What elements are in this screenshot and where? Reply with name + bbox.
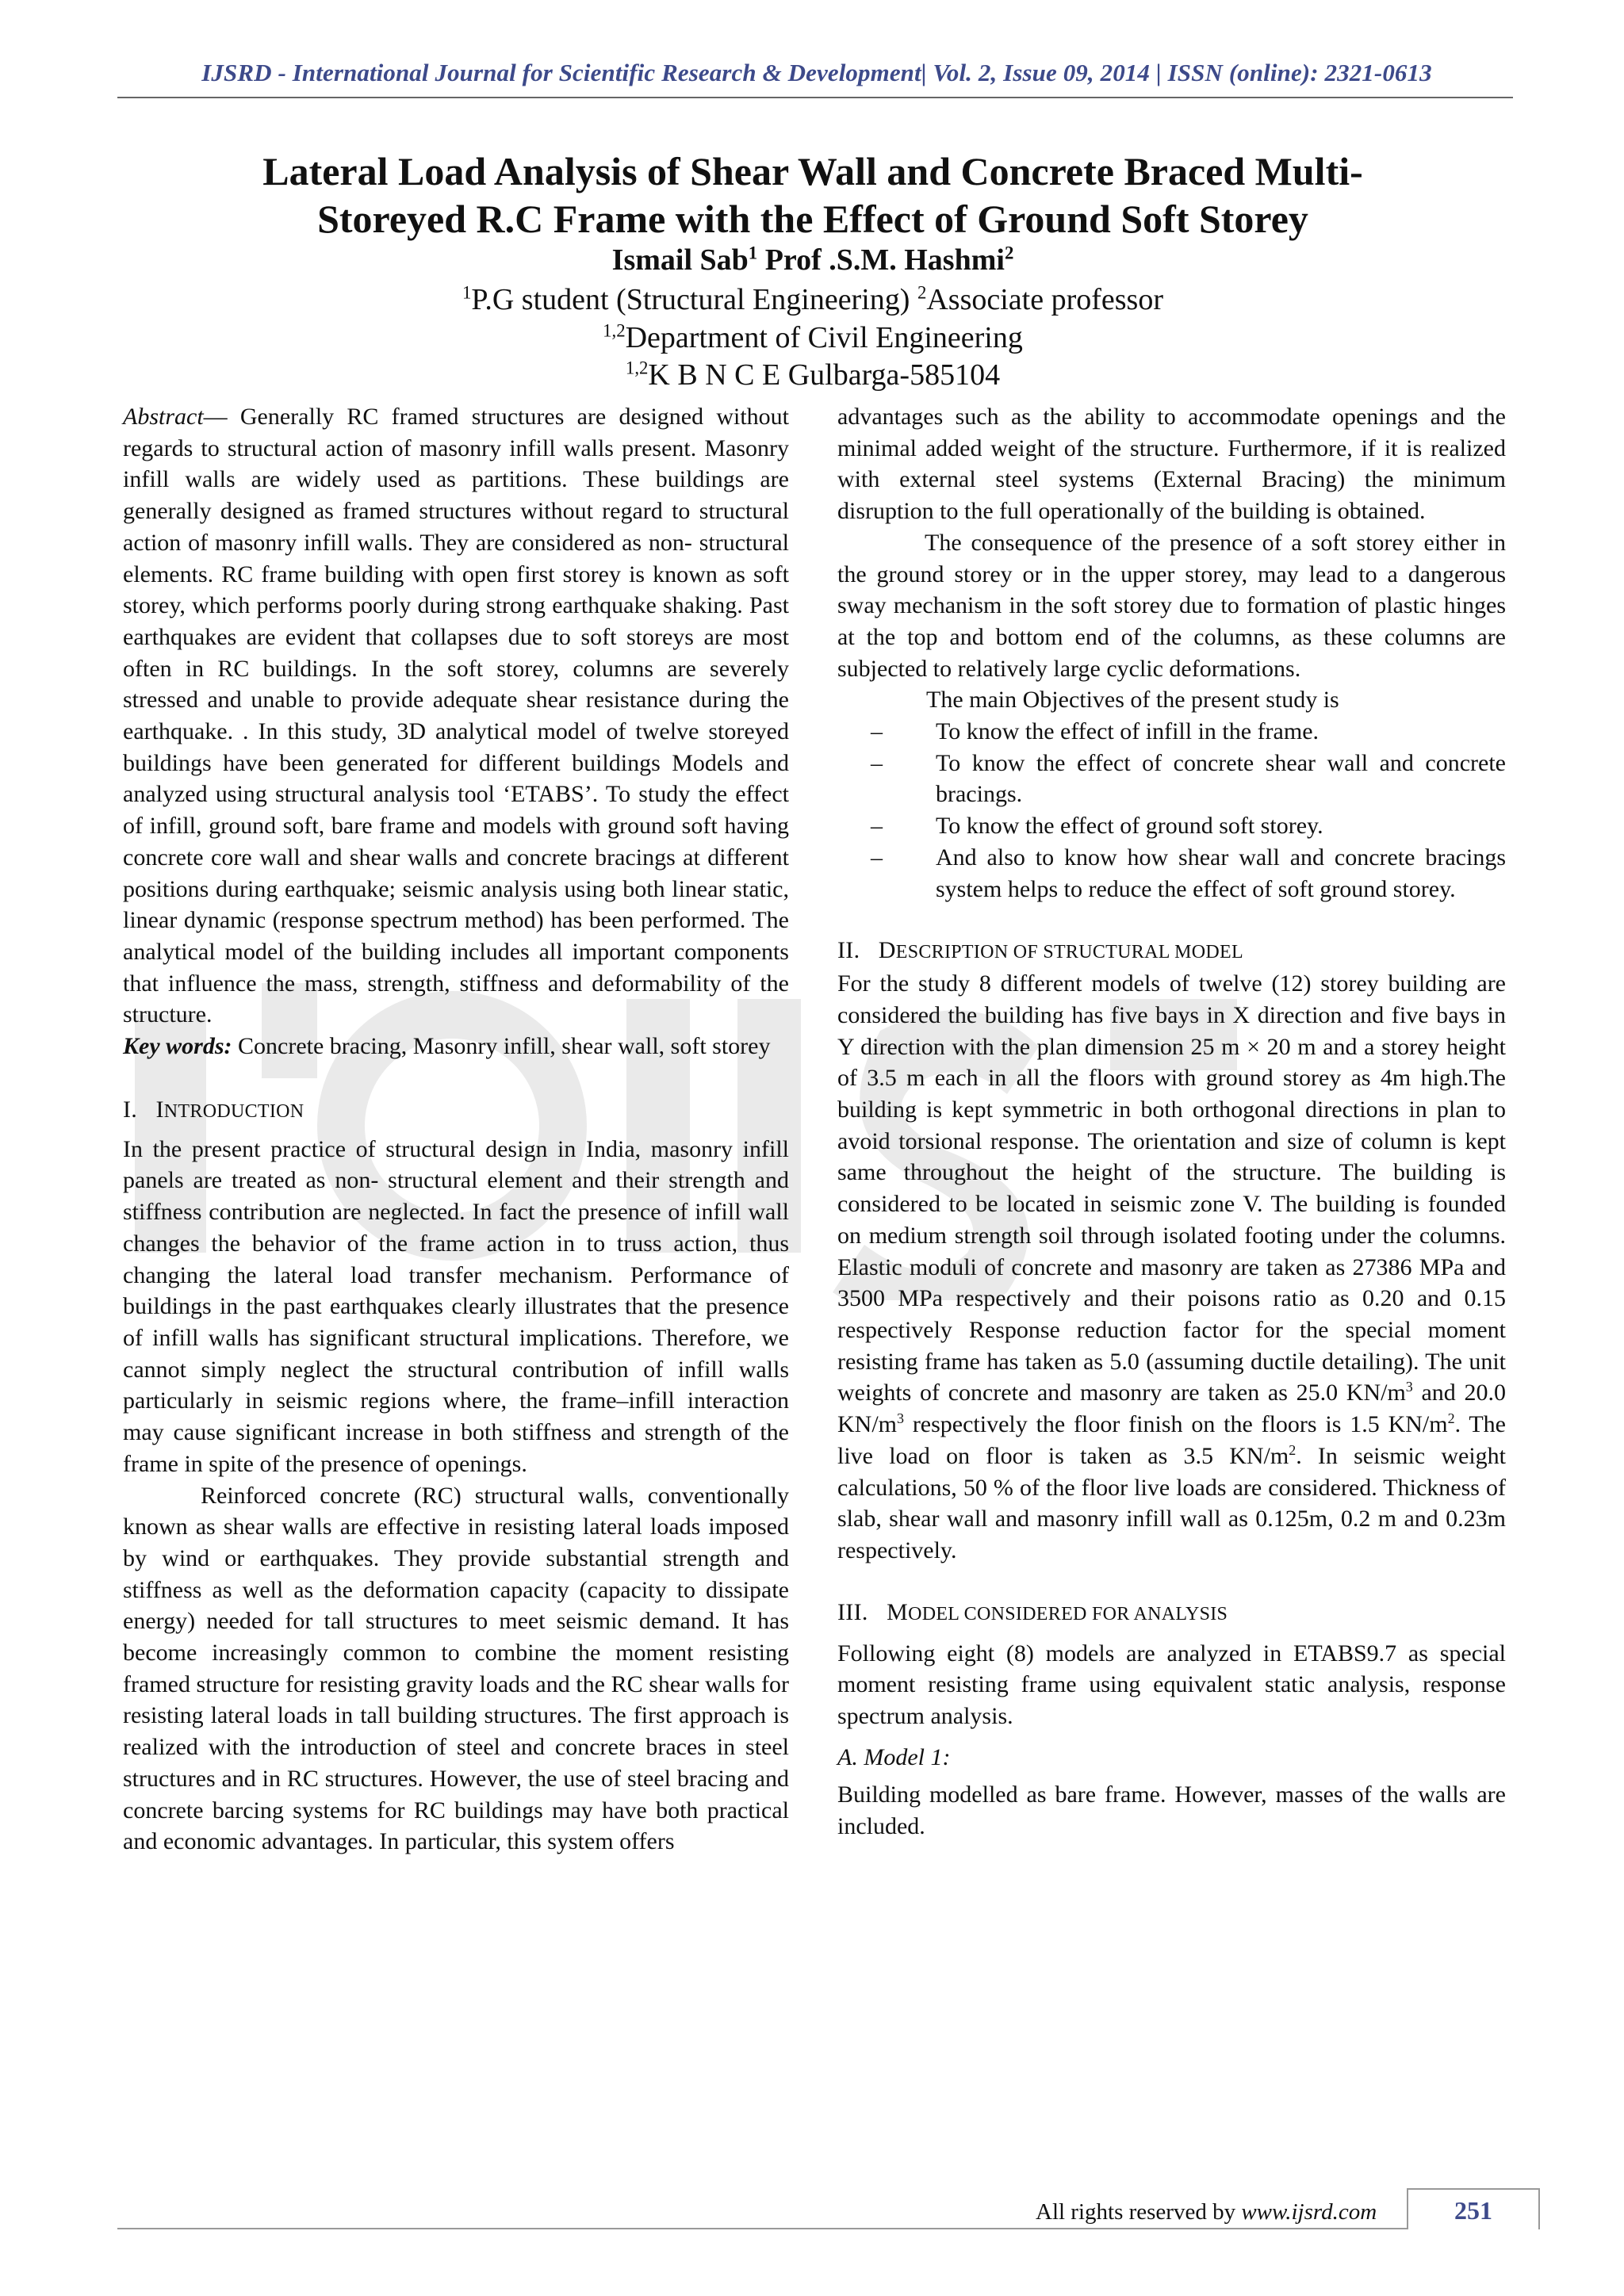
keywords-text: Concrete bracing, Masonry infill, shear wall, soft storey	[232, 1033, 771, 1060]
affil-3-sup: 1,2	[625, 358, 649, 378]
abstract-label: Abstract	[123, 404, 204, 430]
right-column	[837, 401, 1506, 1843]
objective-dash: –	[871, 749, 883, 776]
affil-2-text: Department of Civil Engineering	[625, 321, 1023, 354]
objective-item	[837, 748, 1506, 810]
abstract-text: Generally RC framed structures are designed without regards to structural action of masonry infill walls present. Masonry infill walls are widely used as partitions. These buildings are generally designed as framed structures without regard to structural action of masonry infill walls. They are considered as non- structural elements. RC frame building with open first storey is known as soft storey, which performs poorly during strong earthquake shaking. Past earthquakes are evident that collapses due to soft storeys are most often in RC buildings. In the soft storey, columns are severely stressed and unable to provide adequate shear resistance during the earthquake. . In this study, 3D analytical model of twelve storeyed buildings have been generated for different buildings Models and analyzed using structural analysis tool ‘ETABS’. To study the effect of infill, ground soft, bare frame and models with ground soft having concrete core wall and shear walls and concrete bracings at different positions during earthquake; seismic analysis using both linear static, linear dynamic (response spectrum method) has been performed. The analytical model of the building includes all important components that influence the mass, strength, stiffness and deformability of the structure.	[123, 404, 789, 1028]
objective-text: To know the effect of infill in the frame.	[936, 718, 1320, 745]
objective-dash: –	[871, 844, 883, 871]
section-3-title-rest: ODEL CONSIDERED FOR ANALYSIS	[908, 1603, 1228, 1624]
title-line-2: Storeyed R.C Frame with the Effect of Ground Soft Storey	[317, 197, 1308, 241]
paper-title	[159, 147, 1467, 243]
description-paragraph	[837, 968, 1506, 1566]
author-2-sup: 2	[1004, 243, 1014, 263]
section-2-number: II.	[837, 937, 860, 964]
objective-text: And also to know how shear wall and concrete bracings system helps to reduce the effect of soft ground storey.	[936, 844, 1506, 902]
objective-dash: –	[871, 718, 883, 745]
footer-rights	[1036, 2199, 1377, 2225]
author-1-sup: 1	[748, 243, 758, 263]
affil-1b-text: Associate professor	[926, 283, 1163, 316]
intro-paragraph-2-continued: advantages such as the ability to accommodate openings and the minimal added weight of the structure. Furthermore, if it is realized with external steel systems (External Bracing) the minimum disruption to the full operationally of the building is obtained.	[837, 404, 1506, 525]
keywords-label: Key words:	[123, 1033, 232, 1060]
section-3-heading	[837, 1597, 1506, 1630]
affiliation-line-2	[159, 320, 1467, 355]
page-number: 251	[1454, 2196, 1492, 2225]
section-1-heading	[123, 1094, 789, 1127]
section-2-title-rest: ESCRIPTION OF STRUCTURAL MODEL	[895, 942, 1243, 963]
intro-paragraph-2: Reinforced concrete (RC) structural walls, conventionally known as shear walls are effective in resisting lateral loads imposed by wind or earthquakes. They provide substantial strength and stiffness as well as the deformation capacity (capacity to dissipate energy) needed for tall structures to meet seismic demand. It has become increasingly common to combine the moment resisting framed structure for resisting gravity loads and the RC shear walls for resisting lateral loads in tall building structures. The first approach is realized with the introduction of steel and concrete braces in steel structures and in RC structures. However, the use of steel bracing and concrete barcing systems for RC buildings may have both practical and economic advantages. In particular, this system offers	[123, 1482, 789, 1855]
desc-text-a: For the study 8 different models of twelve (12) storey building are considered the building has five bays in X direction and five bays in Y direction with the plan dimension 25 m × 20 m and a storey height of 3.5 m each in all the floors with ground storey as 4m high.The building is kept symmetric in both orthogonal directions in plan to avoid torsional response. The orientation and size of column is kept same throughout the height of the structure. The building is considered to be located in seismic zone V. The building is founded on medium strength soil through isolated footing under the columns. Elastic moduli of concrete and masonry are taken as 27386 MPa and 3500 MPa respectively and their poisons ratio as 0.20 and 0.15 respectively Response reduction factor for the special moment resisting frame has taken as 5.0 (assuming ductile detailing). The unit weights of concrete and masonry are taken as 25.0 KN/m	[837, 970, 1506, 1406]
footer-rule	[117, 2228, 1407, 2229]
intro-paragraph-1: In the present practice of structural design in India, masonry infill panels are treated as non- structural element and their strength and stiffness contribution are neglected. In fact the presence of infill wall changes the behavior of the frame action in to truss action, thus changing the lateral load transfer mechanism. Performance of buildings in the past earthquakes clearly illustrates that the presence of infill walls has significant structural implications. Therefore, we cannot simply neglect the structural contribution of infill walls particularly in seismic regions where, the frame–infill interaction may cause significant increase in both stiffness and strength of the frame in spite of the presence of openings.	[123, 1135, 789, 1477]
section-2-title-first: D	[878, 937, 896, 964]
author-1: Ismail Sab	[611, 243, 749, 277]
desc-text-e: . In seismic weight calculations, 50 % of the floor live loads are considered. Thickness of slab, shear wall and masonry infill wall as 0.125m, 0.2 m and 0.23m respectively.	[837, 1442, 1506, 1563]
model-1-subheading: A. Model 1:	[837, 1743, 951, 1770]
objective-text: To know the effect of concrete shear wall and concrete bracings.	[936, 749, 1506, 808]
objective-item	[837, 810, 1506, 842]
objective-text: To know the effect of ground soft storey.	[936, 813, 1323, 840]
objective-item	[837, 716, 1506, 748]
title-line-1: Lateral Load Analysis of Shear Wall and Concrete Braced Multi-	[262, 149, 1363, 193]
affil-1-sup: 1	[462, 282, 472, 303]
abstract-dash: —	[203, 404, 240, 430]
desc-sup-b: 3	[897, 1410, 904, 1427]
section-3-number: III.	[837, 1598, 868, 1625]
intro-paragraph-3: The consequence of the presence of a soft storey either in the ground storey or in the upper storey, may lead to a dangerous sway mechanism in the soft storey due to formation of plastic hinges at the top and bottom end of the columns, as these columns are subjected to relatively large cyclic deformations.	[837, 529, 1506, 682]
objective-item	[837, 842, 1506, 905]
footer-rights-text: All rights reserved by	[1036, 2199, 1242, 2225]
desc-text-d: . The live load on floor is taken as 3.5 KN/m	[837, 1411, 1506, 1469]
author-2: Prof .S.M. Hashmi	[764, 243, 1005, 277]
desc-sup-d: 2	[1289, 1441, 1297, 1458]
journal-header: IJSRD - International Journal for Scientific Research & Development| Vol. 2, Issue 09, 2014 | ISSN (online): 2321-0613	[201, 59, 1432, 86]
section-1-number: I.	[123, 1096, 138, 1123]
objectives-intro: The main Objectives of the present study is	[926, 687, 1339, 714]
section-1-title-first: I	[155, 1096, 164, 1123]
model-1-text: Building modelled as bare frame. However, masses of the walls are included.	[837, 1781, 1506, 1840]
header-rule	[117, 97, 1513, 98]
abstract	[123, 401, 789, 1031]
section-2-heading	[837, 935, 1506, 968]
left-column	[123, 401, 789, 1858]
desc-text-b: and 20.0 KN/m	[837, 1380, 1506, 1438]
footer-site-link[interactable]: www.ijsrd.com	[1241, 2199, 1377, 2225]
affil-1b-sup: 2	[917, 282, 927, 303]
affil-2-sup: 1,2	[603, 320, 626, 341]
affiliation-line-1	[159, 282, 1467, 317]
affil-3-text: K B N C E Gulbarga-585104	[648, 358, 1001, 392]
keywords	[123, 1031, 789, 1062]
affiliation-line-3	[159, 358, 1467, 392]
desc-sup-a: 3	[1405, 1379, 1413, 1395]
objective-dash: –	[871, 813, 883, 840]
author-line	[159, 243, 1467, 277]
affil-1-text: P.G student (Structural Engineering)	[471, 283, 910, 316]
section-3-title-first: M	[887, 1598, 909, 1625]
objectives-list	[837, 716, 1506, 905]
models-paragraph: Following eight (8) models are analyzed in ETABS9.7 as special moment resisting frame using equivalent static analysis, response spectrum analysis.	[837, 1640, 1506, 1730]
desc-sup-c: 2	[1447, 1410, 1455, 1427]
desc-text-c: respectively the floor finish on the floors is 1.5 KN/m	[904, 1411, 1448, 1438]
section-1-title-rest: NTRODUCTION	[163, 1100, 304, 1122]
